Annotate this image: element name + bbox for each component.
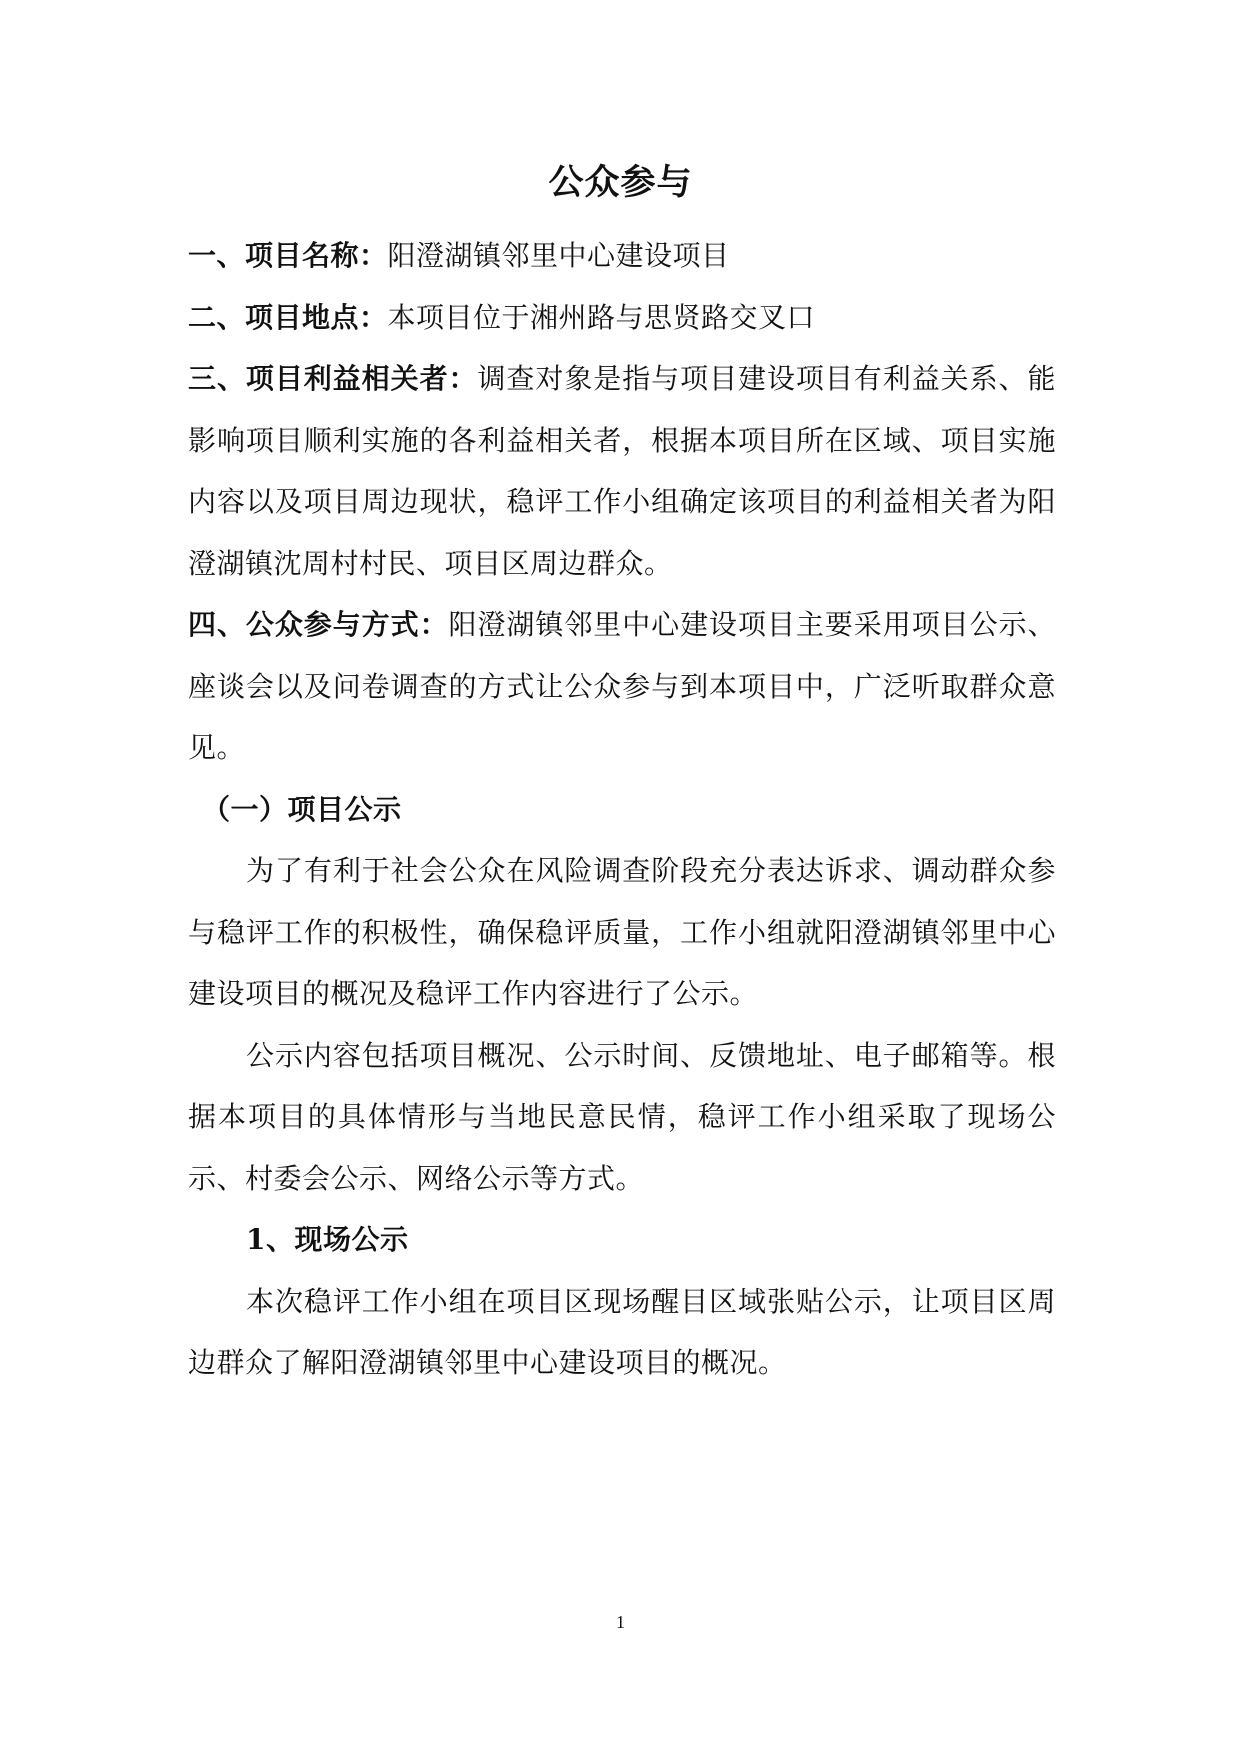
section-label: 四、公众参与方式： — [188, 608, 449, 641]
section-label: 一、项目名称： — [188, 239, 388, 272]
section-label: 三、项目利益相关者： — [188, 362, 478, 395]
page-title: 公众参与 — [548, 162, 693, 203]
section-stakeholders — [188, 348, 1056, 594]
section-text: 阳澄湖镇邻里中心建设项目 — [387, 239, 730, 272]
section-project-location — [188, 287, 1056, 349]
section-project-name — [188, 225, 1056, 287]
section-text: 本项目位于湘州路与思贤路交叉口 — [387, 300, 816, 334]
paragraph: 为了有利于社会公众在风险调查阶段充分表达诉求、调动群众参与稳评工作的积极性，确保稳评质量，工作小组就阳澄湖镇邻里中心建设项目的概况及稳评工作内容进行了公示。 — [188, 854, 1056, 1010]
section-label: 二、项目地点： — [188, 300, 388, 334]
document-body — [188, 225, 1056, 1394]
page-number: 1 — [616, 1612, 625, 1632]
subsection-heading-onsite-notice: 1、现场公示 — [246, 1223, 409, 1256]
subsection-heading-project-notice: （一）项目公示 — [202, 792, 402, 826]
section-text: 调查对象是指与项目建设项目有利益关系、能影响项目顺利实施的各利益相关者，根据本项目所在区域、项目实施内容以及项目周边现状，稳评工作小组确定该项目的利益相关者为阳澄湖镇沈周村村民、项目区周边群众。 — [188, 362, 1056, 580]
section-text: 阳澄湖镇邻里中心建设项目主要采用项目公示、座谈会以及问卷调查的方式让公众参与到本项目中，广泛听取群众意见。 — [188, 608, 1056, 764]
paragraph: 本次稳评工作小组在项目区现场醒目区域张贴公示，让项目区周边群众了解阳澄湖镇邻里中心建设项目的概况。 — [188, 1284, 1056, 1379]
section-participation-method — [188, 594, 1056, 779]
paragraph: 公示内容包括项目概况、公示时间、反馈地址、电子邮箱等。根据本项目的具体情形与当地民意民情，稳评工作小组采取了现场公示、村委会公示、网络公示等方式。 — [188, 1038, 1056, 1195]
